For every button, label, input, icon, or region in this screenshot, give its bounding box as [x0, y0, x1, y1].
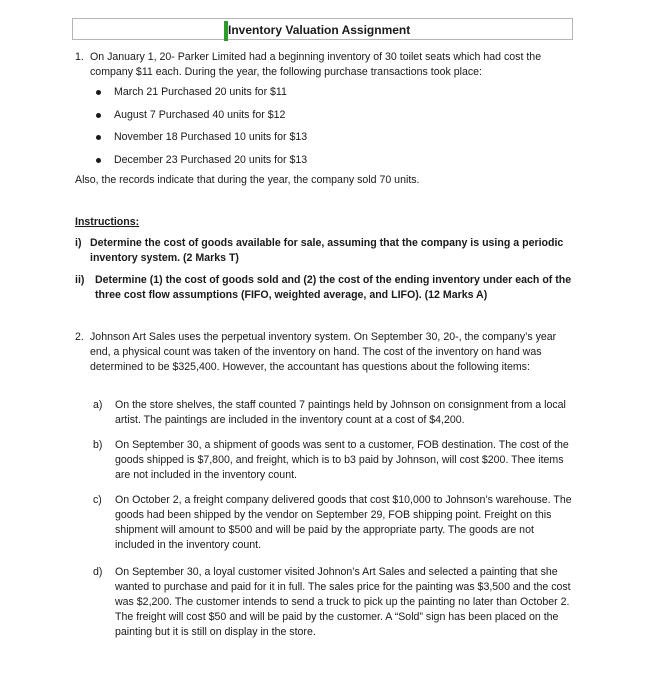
question-1-sales-note: Also, the records indicate that during the year, the company sold 70 units. — [75, 174, 420, 186]
instructions-heading: Instructions: — [75, 216, 140, 228]
list-item — [96, 130, 556, 153]
item-label: d) — [93, 566, 103, 578]
item-text: On October 2, a freight company delivered goods that cost $10,000 to Johnson’s warehouse. The goods had been shipped by the vendor on September 29, FOB shipping point. Freight on this shipment will amount to $500 and will be paid by the appropriate party. The goods are not included in the inventory count. — [115, 494, 572, 551]
question-2-number: 2. — [75, 331, 84, 343]
list-item — [96, 108, 556, 131]
purchase-text: March 21 Purchased 20 units for $11 — [114, 86, 287, 98]
purchase-list — [96, 85, 556, 175]
item-label: a) — [93, 399, 103, 411]
item-text: On September 30, a shipment of goods was sent to a customer, FOB destination. The cost of the goods shipped is $7,800, and freight, which is to b3 paid by Johnson, will cost $200. Thee items are not included in the inventory count. — [115, 439, 569, 481]
question-1-number: 1. — [75, 51, 84, 63]
bullet-icon — [96, 135, 101, 140]
item-text: On September 30, a loyal customer visited Johnon’s Art Sales and selected a painting that she wanted to purchase and paid for it in full. The sales price for the painting was $3,500 and the cost was $2,200. The customer intends to send a truck to pick up the painting no later than October 2. The freight will cost $50 and will be paid by the customer. A “Sold” sign has been placed on the painting but it is still on display in the store. — [115, 566, 571, 638]
item-label: b) — [93, 439, 103, 451]
question-2 — [75, 330, 575, 375]
question-2-item — [93, 565, 573, 640]
question-2-intro: Johnson Art Sales uses the perpetual inventory system. On September 30, 20-, the company’s year end, a physical count was taken of the inventory on hand. The cost of the inventory on hand was determined to be $325,400. However, the accountant has questions about the following items: — [90, 331, 557, 373]
title-box — [72, 18, 573, 40]
instruction-text: Determine (1) the cost of goods sold and (2) the cost of the ending inventory under each of the three cost flow assumptions (FIFO, weighted average, and LIFO). (12 Marks A) — [95, 274, 572, 301]
instruction-item — [75, 236, 570, 266]
purchase-text: November 18 Purchased 10 units for $13 — [114, 131, 308, 143]
bullet-icon — [96, 90, 101, 95]
item-label: c) — [93, 494, 102, 506]
instruction-text: Determine the cost of goods available for sale, assuming that the company is using a periodic inventory system. (2 Marks T) — [90, 237, 564, 264]
document-title: Inventory Valuation Assignment — [228, 23, 411, 37]
question-1-intro: On January 1, 20- Parker Limited had a beginning inventory of 30 toilet seats which had cost the company $11 each. During the year, the following purchase transactions took place: — [90, 51, 542, 78]
list-item — [96, 85, 556, 108]
question-1 — [75, 50, 575, 80]
bullet-icon — [96, 158, 101, 163]
question-2-item — [93, 438, 573, 483]
item-text: On the store shelves, the staff counted 7 paintings held by Johnson on consignment from a local artist. The paintings are included in the inventory count at a cost of $4,200. — [115, 399, 566, 426]
question-2-item — [93, 493, 573, 553]
bullet-icon — [96, 113, 101, 118]
question-2-item — [93, 398, 573, 428]
instruction-item — [75, 273, 575, 303]
instruction-label: i) — [75, 237, 82, 249]
purchase-text: August 7 Purchased 40 units for $12 — [114, 108, 286, 121]
instruction-label: ii) — [75, 274, 85, 286]
list-item — [96, 153, 556, 176]
purchase-text: December 23 Purchased 20 units for $13 — [114, 153, 308, 166]
